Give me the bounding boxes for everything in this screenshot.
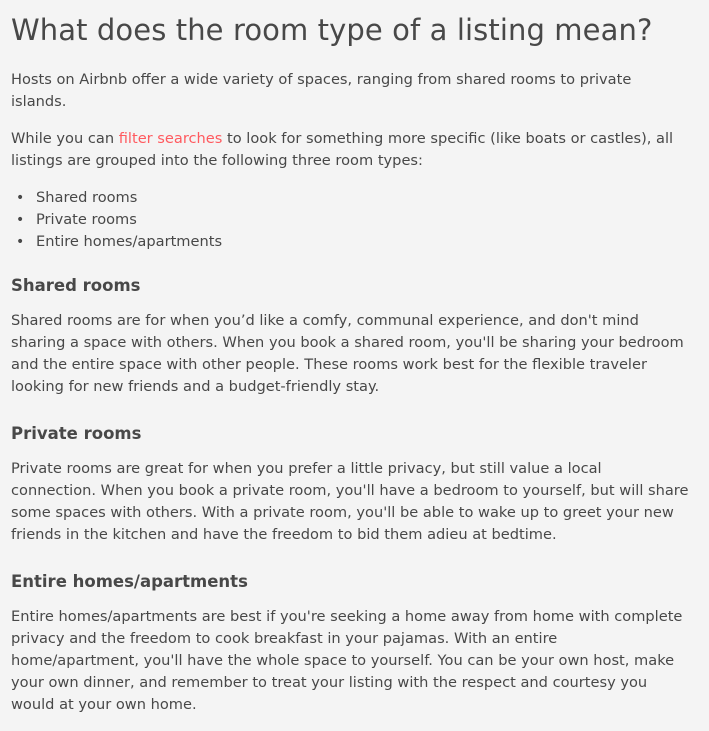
section-body: Shared rooms are for when you’d like a comfy, communal experience, and don't mind sharing a space with others. When you book a shared room, you'll be sharing your bedroom and the entire space with other people. These rooms work best for the flexible traveler looking for new friends and a budget-friendly stay. xyxy=(11,312,684,395)
section-body: Private rooms are great for when you prefer a little privacy, but still value a local connection. When you book a private room, you'll have a bedroom to yourself, but will share some spaces with others. With a private room, you'll be able to wake up to greet your new friends in the kitchen and have the freedom to bid them adieu at bedtime. xyxy=(11,460,689,543)
section-heading: Private rooms xyxy=(11,424,142,443)
list-item-label: Private rooms xyxy=(36,211,137,228)
section-entire-homes xyxy=(11,571,689,716)
bullet-icon: • xyxy=(16,190,25,206)
filter-text-after: to look for something more specific (like boats or castles), all listings are grouped into the following three room types: xyxy=(11,130,674,169)
section-heading: Entire homes/apartments xyxy=(11,572,248,591)
list-item-label: Entire homes/apartments xyxy=(36,233,223,250)
room-type-list xyxy=(11,187,689,253)
filter-text-before: While you can xyxy=(11,130,119,147)
section-body: Entire homes/apartments are best if you're seeking a home away from home with complete privacy and the freedom to cook breakfast in your pajamas. With an entire home/apartment, you'll have the whole space to yourself. You can be your own host, make your own dinner, and remember to treat your listing with the respect and courtesy you would at your own home. xyxy=(11,608,683,713)
section-heading: Shared rooms xyxy=(11,276,141,295)
list-item xyxy=(16,187,689,209)
bullet-icon: • xyxy=(16,212,25,228)
list-item xyxy=(16,231,689,253)
filter-searches-link[interactable]: filter searches xyxy=(118,130,223,147)
filter-paragraph xyxy=(11,128,689,172)
list-item-label: Shared rooms xyxy=(36,189,138,206)
intro-paragraph: Hosts on Airbnb offer a wide variety of spaces, ranging from shared rooms to private islands. xyxy=(11,71,632,110)
section-private-rooms xyxy=(11,423,689,546)
list-item xyxy=(16,209,689,231)
section-shared-rooms xyxy=(11,275,689,398)
page-title: What does the room type of a listing mean? xyxy=(11,13,653,47)
bullet-icon: • xyxy=(16,234,25,250)
